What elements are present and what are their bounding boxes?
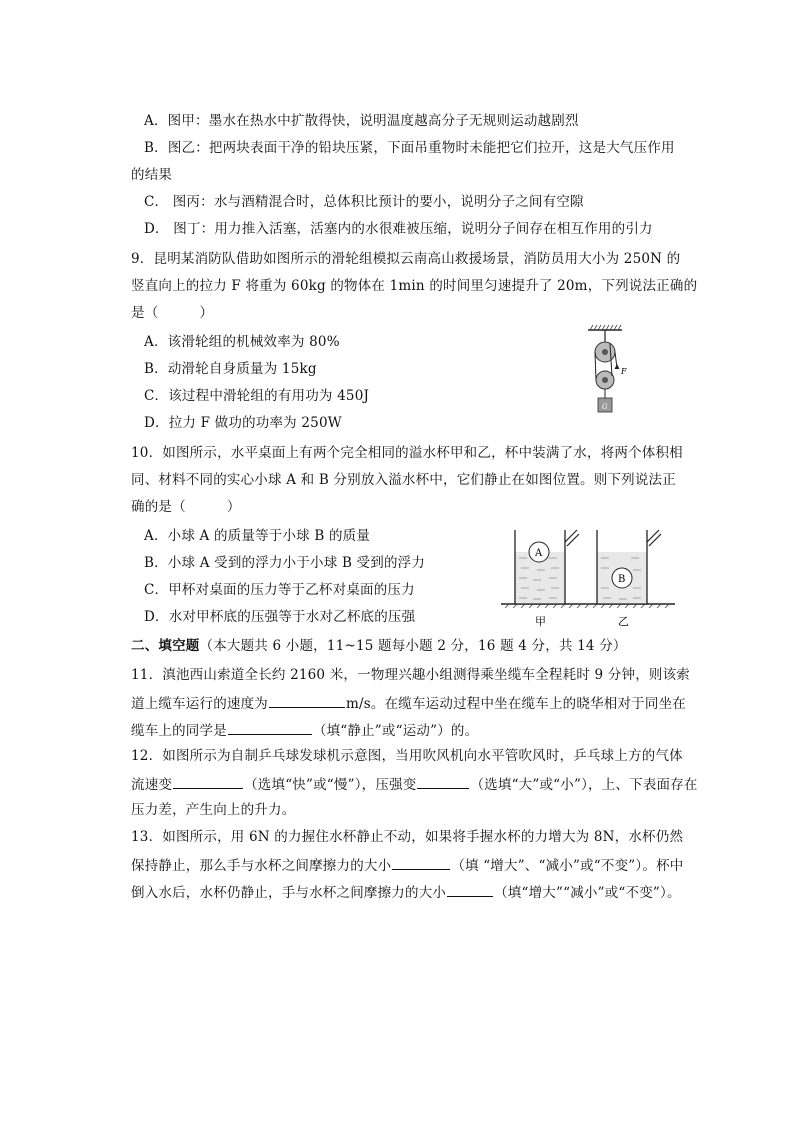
q8-option-b-cont: 的结果 — [131, 167, 173, 183]
q13-line-3 — [131, 882, 681, 902]
q8-option-c: C． 图丙：水与酒精混合时，总体积比预计的要小，说明分子之间有空隙 — [144, 194, 584, 210]
q8-option-a: A．图甲：墨水在热水中扩散得快，说明温度越高分子无规则运动越剧烈 — [144, 113, 579, 129]
q9-stem-1: 9．昆明某消防队借助如图所示的滑轮组模拟云南高山救援场景，消防员用大小为 250N 的 — [131, 251, 681, 267]
q9-option-b: B．动滑轮自身质量为 15kg — [144, 361, 317, 377]
q11-text: （填“静止”或“运动”）的。 — [312, 723, 479, 739]
q12-blank-flow[interactable] — [173, 774, 243, 789]
q12-blank-pressure[interactable] — [417, 774, 469, 789]
q9-stem-3: 是（ ） — [131, 305, 214, 321]
q12-line-1: 12．如图所示为自制乒乓球发球机示意图，当用吹风机向水平管吹风时，乒乓球上方的气体 — [131, 748, 683, 764]
overflow-cups-diagram — [497, 522, 677, 628]
section-heading — [131, 637, 627, 655]
q10-option-b: B．小球 A 受到的浮力小于小球 B 受到的浮力 — [144, 555, 426, 571]
q10-option-a: A．小球 A 的质量等于小球 B 的质量 — [144, 528, 371, 544]
weight-label: G — [602, 403, 608, 411]
q10-stem-3: 确的是（ ） — [131, 499, 241, 515]
q11-text: 道上缆车运行的速度为 — [131, 696, 268, 712]
q13-blank-friction-1[interactable] — [392, 855, 450, 870]
q13-text: 倒入水后，水杯仍静止，手与水杯之间摩擦力的大小 — [131, 885, 447, 901]
q10-option-c: C．甲杯对桌面的压力等于乙杯对桌面的压力 — [144, 582, 415, 598]
q10-option-d: D．水对甲杯底的压强等于水对乙杯底的压强 — [144, 609, 416, 625]
q13-line-1: 13．如图所示，用 6N 的力握住水杯静止不动，如果将手握水杯的力增大为 8N，水杯仍然 — [131, 829, 684, 845]
q13-text: （填“增大”“减小”或“不变”）。 — [494, 885, 681, 901]
q11-text: m/s。在缆车运动过程中坐在缆车上的晓华相对于同坐在 — [346, 696, 686, 712]
ball-b-label: B — [618, 574, 626, 585]
q8-option-d: D． 图丁：用力推入活塞，活塞内的水很难被压缩，说明分子间存在相互作用的引力 — [144, 221, 653, 237]
q11-line-2 — [131, 693, 686, 713]
q12-text: （选填“大”或“小”），上、下表面存在 — [470, 777, 698, 793]
section-title: 二、填空题 — [131, 638, 200, 654]
q12-text: 流速变 — [131, 777, 173, 793]
q10-stem-2: 同、材料不同的实心小球 A 和 B 分别放入溢水杯中，它们静止在如图位置。则下列说法正 — [131, 472, 676, 488]
q11-blank-speed[interactable] — [269, 693, 345, 708]
q9-option-a: A．该滑轮组的机械效率为 80% — [144, 334, 340, 350]
force-label: F — [621, 367, 627, 376]
q13-line-2 — [131, 855, 683, 875]
ball-a-label: A — [535, 548, 543, 559]
q9-option-c: C．该过程中滑轮组的有用功为 450J — [144, 388, 370, 404]
cup-1-label: 甲 — [535, 615, 546, 628]
q11-line-1: 11．滇池西山索道全长约 2160 米，一物理兴趣小组测得乘坐缆车全程耗时 9 分钟，则该索 — [131, 667, 690, 683]
q13-blank-friction-2[interactable] — [447, 882, 493, 897]
q13-text: 保持静止，那么手与水杯之间摩擦力的大小 — [131, 858, 392, 874]
q11-text: 缆车上的同学是 — [131, 723, 227, 739]
q9-option-d: D．拉力 F 做功的功率为 250W — [144, 415, 342, 431]
q8-option-b: B．图乙：把两块表面干净的铅块压紧，下面吊重物时未能把它们拉开，这是大气压作用 — [144, 140, 675, 156]
q9-stem-2: 竖直向上的拉力 F 将重为 60kg 的物体在 1min 的时间里匀速提升了 20m，下列说法正确的 — [131, 278, 698, 294]
pulley-diagram — [580, 322, 640, 430]
q10-stem-1: 10．如图所示，水平桌面上有两个完全相同的溢水杯甲和乙，杯中装满了水，将两个体积相 — [131, 445, 683, 461]
q12-line-2 — [131, 774, 698, 794]
q13-text: （填 “增大”、“减小”或“不变”）。杯中 — [451, 858, 684, 874]
q12-line-3: 压力差，产生向上的升力。 — [131, 802, 296, 818]
cup-2-label: 乙 — [618, 615, 629, 628]
section-note: （本大题共 6 小题，11~15 题每小题 2 分，16 题 4 分，共 14 分） — [199, 638, 627, 654]
q11-line-3 — [131, 720, 478, 740]
q11-blank-motion[interactable] — [228, 720, 312, 735]
q12-text: （选填“快”或“慢”），压强变 — [244, 777, 417, 793]
